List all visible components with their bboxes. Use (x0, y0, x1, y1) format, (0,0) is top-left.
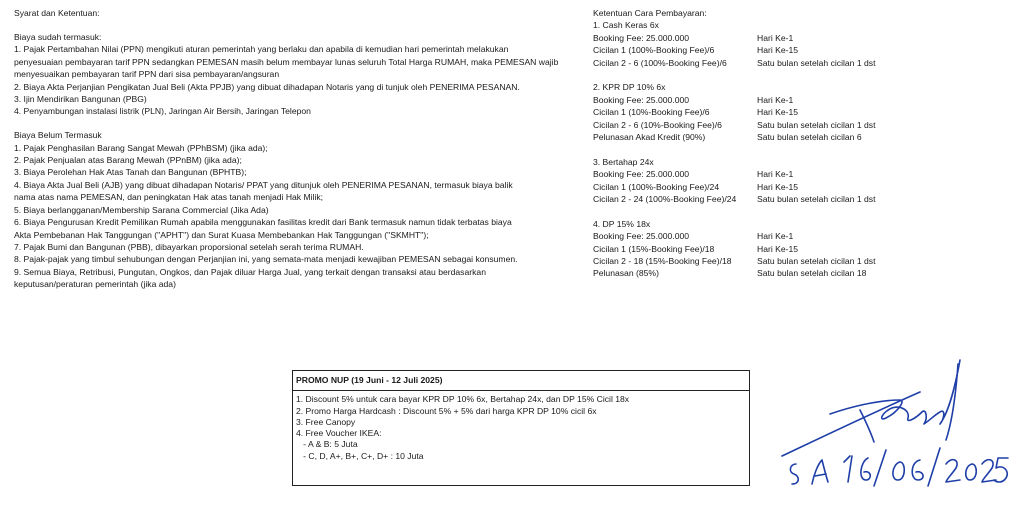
excluded-item: 2. Pajak Penjualan atas Barang Mewah (PPnBM) (jika ada); (14, 155, 242, 166)
included-list (14, 43, 574, 117)
payment-row (593, 267, 893, 279)
payment-installment: Pelunasan Akad Kredit (90%) (593, 132, 706, 143)
payment-terms-column (593, 7, 893, 280)
terms-heading: Syarat dan Ketentuan: (14, 8, 100, 18)
excluded-list (14, 142, 574, 291)
included-item: 1. Pajak Pertambahan Nilai (PPN) mengikuti aturan pemerintah yang berlaku dan apabila di kemudian hari pemerintah melakukan (14, 44, 509, 55)
included-item: 2. Biaya Akta Perjanjian Pengikatan Jual Beli (Akta PPJB) yang dibuat dihadapan Notaris yang di tunjuk oleh PENERIMA PESANAN. (14, 81, 520, 92)
excluded-item: 1. Pajak Penghasilan Barang Sangat Mewah (PPhBSM) (jika ada); (14, 142, 268, 153)
payment-heading: Ketentuan Cara Pembayaran: (593, 8, 707, 18)
payment-section-title: 4. DP 15% 18x (593, 218, 651, 229)
payment-row (593, 106, 893, 118)
payment-installment: Booking Fee: 25.000.000 (593, 231, 690, 242)
payment-sections (593, 19, 893, 279)
promo-item: 3. Free Canopy (296, 416, 356, 427)
payment-row (593, 131, 893, 143)
payment-schedule: Hari Ke-15 (757, 45, 799, 56)
payment-section-title: 3. Bertahap 24x (593, 156, 654, 167)
excluded-title: Biaya Belum Termasuk (14, 130, 102, 141)
excluded-item: nama atas nama PEMESAN, dan peningkatan Hak atas tanah menjadi Hak Milik; (14, 192, 324, 203)
payment-row (593, 94, 893, 106)
included-title: Biaya sudah termasuk: (14, 31, 102, 42)
payment-schedule: Satu bulan setelah cicilan 1 dst (757, 194, 876, 205)
promo-item: - C, D, A+, B+, C+, D+ : 10 Juta (296, 450, 424, 461)
promo-item: 2. Promo Harga Hardcash : Discount 5% + 5% dari harga KPR DP 10% cicil 6x (296, 405, 597, 416)
payment-section-title: 2. KPR DP 10% 6x (593, 82, 666, 93)
payment-section-title: 1. Cash Keras 6x (593, 20, 659, 31)
excluded-item: 4. Biaya Akta Jual Beli (AJB) yang dibuat dihadapan Notaris/ PPAT yang ditunjuk oleh PENERIMA PESANAN, termasuk biaya balik (14, 179, 513, 190)
included-item: 4. Penyambungan instalasi listrik (PLN), Jaringan Air Bersih, Jaringan Telepon (14, 106, 311, 117)
promo-item: 4. Free Voucher IKEA: (296, 428, 382, 439)
payment-installment: Booking Fee: 25.000.000 (593, 32, 690, 43)
payment-installment: Pelunasan (85%) (593, 268, 659, 279)
excluded-item: 6. Biaya Pengurusan Kredit Pemilikan Rumah apabila menggunakan fasilitas kredit dari Bank termasuk namun tidak terbatas biaya (14, 217, 512, 228)
payment-row (593, 243, 893, 255)
promo-item: - A & B: 5 Juta (296, 439, 358, 450)
payment-row (593, 168, 893, 180)
payment-installment: Cicilan 1 (15%-Booking Fee)/18 (593, 243, 715, 254)
included-item: 3. Ijin Mendirikan Bangunan (PBG) (14, 93, 147, 104)
payment-schedule: Hari Ke-1 (757, 94, 794, 105)
payment-installment: Booking Fee: 25.000.000 (593, 169, 690, 180)
excluded-item: 8. Pajak-pajak yang timbul sehubungan dengan Perjanjian ini, yang semata-mata menjadi kewajiban PEMESAN sebagai konsumen. (14, 254, 518, 265)
payment-installment: Cicilan 2 - 6 (10%-Booking Fee)/6 (593, 119, 722, 130)
payment-schedule: Satu bulan setelah cicilan 6 (757, 132, 862, 143)
payment-row (593, 181, 893, 193)
terms-left-column (14, 7, 574, 291)
payment-installment: Cicilan 2 - 6 (100%-Booking Fee)/6 (593, 57, 727, 68)
payment-schedule: Hari Ke-1 (757, 32, 794, 43)
payment-row (593, 193, 893, 205)
payment-row (593, 57, 893, 69)
payment-schedule: Satu bulan setelah cicilan 1 dst (757, 57, 876, 68)
excluded-item: Akta Pembebanan Hak Tanggungan ("APHT") dan Surat Kuasa Membebankan Hak Tanggungan ("SKMHT"); (14, 229, 429, 240)
payment-schedule: Satu bulan setelah cicilan 1 dst (757, 119, 876, 130)
payment-installment: Cicilan 2 - 24 (100%-Booking Fee)/24 (593, 194, 737, 205)
payment-row (593, 32, 893, 44)
payment-installment: Cicilan 2 - 18 (15%-Booking Fee)/18 (593, 256, 732, 267)
payment-schedule: Satu bulan setelah cicilan 18 (757, 268, 867, 279)
payment-schedule: Satu bulan setelah cicilan 1 dst (757, 256, 876, 267)
excluded-item: keputusan/peraturan pemerintah (jika ada) (14, 279, 176, 290)
payment-row (593, 255, 893, 267)
included-item: penyesuaian pembayaran tarif PPN sedangkan PEMESAN masih belum membayar lunas seluruh Total Harga RUMAH, maka PEMESAN wajib (14, 56, 559, 67)
payment-row (593, 119, 893, 131)
handwritten-signature (760, 352, 1010, 502)
promo-item: 1. Discount 5% untuk cara bayar KPR DP 10% 6x, Bertahap 24x, dan DP 15% Cicil 18x (296, 394, 630, 405)
payment-row (593, 44, 893, 56)
payment-schedule: Hari Ke-1 (757, 169, 794, 180)
excluded-item: 3. Biaya Perolehan Hak Atas Tanah dan Bangunan (BPHTB); (14, 167, 247, 178)
promo-box (292, 370, 750, 486)
payment-row (593, 230, 893, 242)
payment-installment: Cicilan 1 (100%-Booking Fee)/6 (593, 45, 715, 56)
payment-installment: Booking Fee: 25.000.000 (593, 94, 690, 105)
excluded-item: 5. Biaya berlangganan/Membership Sarana Commercial (Jika Ada) (14, 204, 269, 215)
payment-schedule: Hari Ke-1 (757, 231, 794, 242)
payment-schedule: Hari Ke-15 (757, 181, 799, 192)
payment-schedule: Hari Ke-15 (757, 107, 799, 118)
payment-installment: Cicilan 1 (100%-Booking Fee)/24 (593, 181, 720, 192)
payment-schedule: Hari Ke-15 (757, 243, 799, 254)
promo-items (293, 391, 749, 465)
promo-title: PROMO NUP (19 Juni - 12 Juli 2025) (293, 371, 749, 391)
payment-installment: Cicilan 1 (10%-Booking Fee)/6 (593, 107, 710, 118)
excluded-item: 7. Pajak Bumi dan Bangunan (PBB), dibayarkan proporsional setelah serah terima RUMAH. (14, 241, 364, 252)
excluded-item: 9. Semua Biaya, Retribusi, Pungutan, Ongkos, dan Pajak diluar Harga Jual, yang terkait dengan transaksi atau berdasarkan (14, 266, 486, 277)
included-item: menyesuaikan pembayaran tarif PPN dari sisa pembayaran/angsuran (14, 69, 280, 80)
